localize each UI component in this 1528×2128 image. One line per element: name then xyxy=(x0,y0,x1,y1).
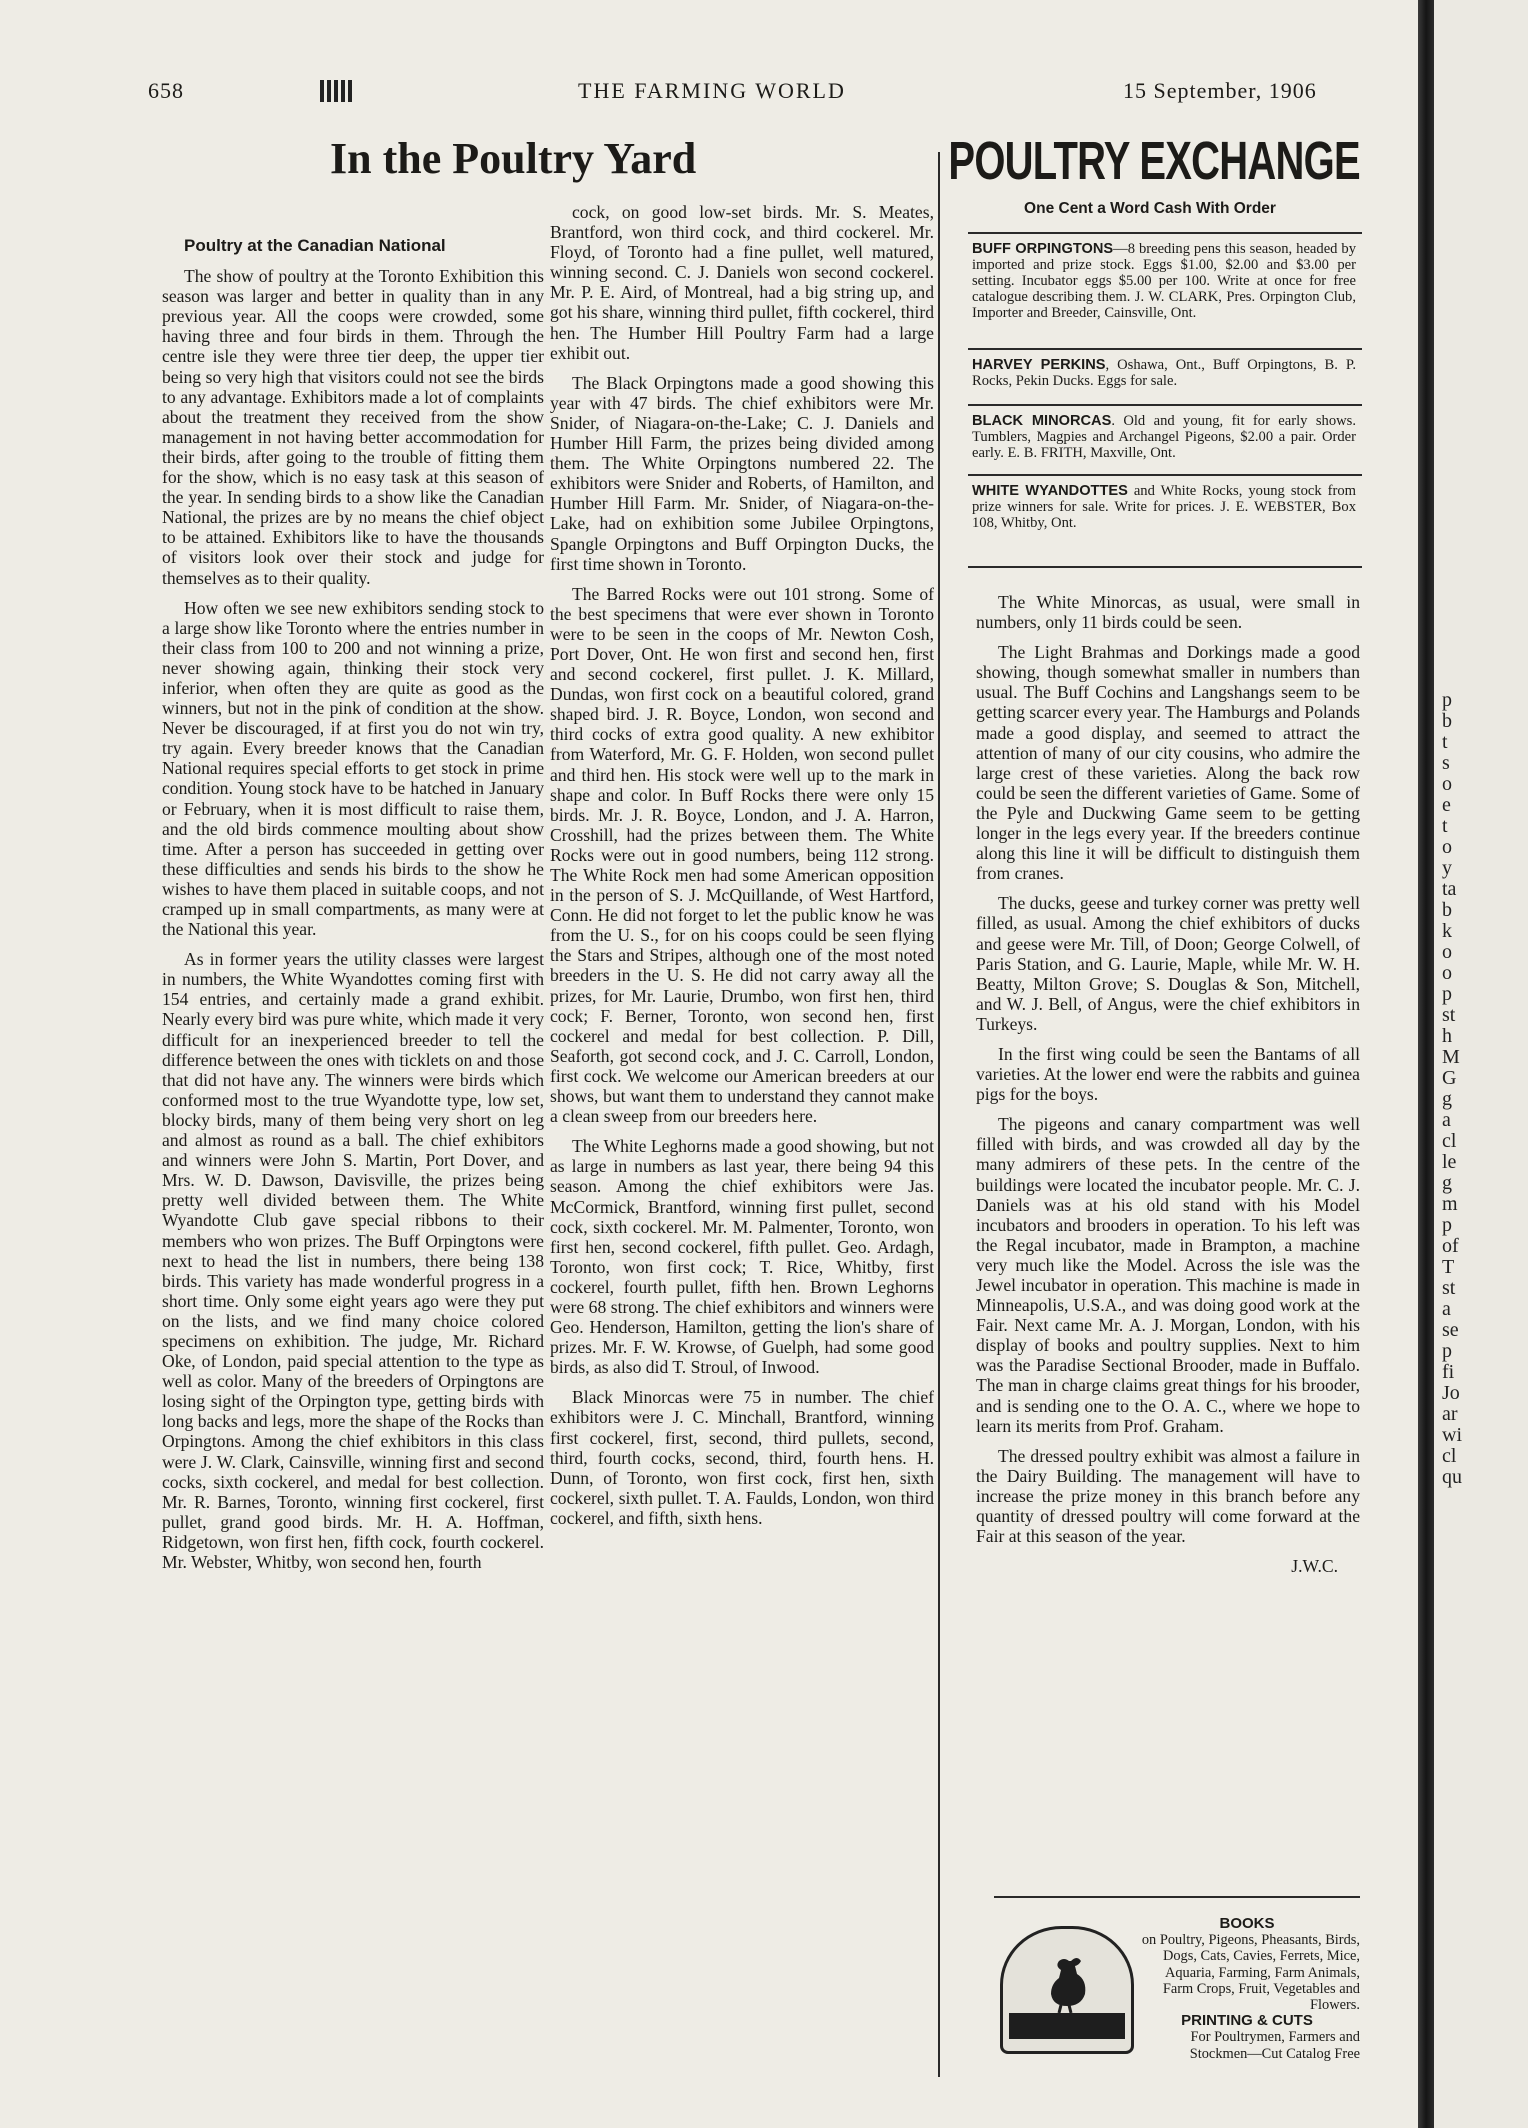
paragraph: In the first wing could be seen the Bantams of all varieties. At the lower end were the rabbits and guinea pigs for the boys. xyxy=(976,1043,1360,1105)
issue-date: 15 September, 1906 xyxy=(1123,78,1317,103)
next-page-fragment: m xyxy=(1442,1193,1458,1215)
next-page-fragment: p xyxy=(1442,983,1452,1005)
next-page-fragment: a xyxy=(1442,1298,1451,1320)
paragraph: The White Leghorns made a good showing, but not as large in numbers as last year, there being 94 this season. Among the chief exhibitors were Jas. McCormick, Brantford, winning first pullet, second cock, sixth cockerel. Mr. M. Palmenter, Toronto, won first hen, second cockerel, fifth pullet. Geo. Ardagh, Toronto, won first cock; T. Rice, Whitby, first cockerel, fourth pullet, fifth hen. Brown Leghorns were 68 strong. The chief exhibitors and winners were Geo. Henderson, Hamilton, getting the lion's share of prizes. Mr. F. W. Krowse, of Guelph, had some good birds, as also did T. Stroul, of Inwood. xyxy=(550,1136,934,1378)
column-rule xyxy=(938,152,940,2077)
page-number: 658 xyxy=(148,78,184,103)
next-page-fragment: k xyxy=(1442,920,1452,942)
paragraph: The Light Brahmas and Dorkings made a good showing, though somewhat smaller in numbers than usual. The Buff Cochins and Langshangs seem to be getting scarcer every year. The Hamburgs and Polands made a good display, and seemed to attract the attention of many of our city cousins, who admire the large crest of these varieties. Along the back row could be seen the different varieties of Game. Some of the Pyle and Duckwing Game seem to be getting longer in the legs every year. If the breeders continue along this line it will be difficult to distinguish them from cranes. xyxy=(976,642,1360,884)
ad-divider xyxy=(968,348,1362,350)
ad-divider xyxy=(968,474,1362,476)
next-page-fragment: t xyxy=(1442,731,1448,753)
next-page-fragment: t xyxy=(1442,815,1448,837)
paragraph: As in former years the utility classes were largest in numbers, the White Wyandottes coming first with 154 entries, and certainly made a grand exhibit. Nearly every bird was pure white, which made it very difficult for an inexperienced breeder to tell the difference between the ones with ticklets on and those that did not have any. The winners were birds which conformed most to the true Wyandotte type, low set, blocky birds, many of them being very short on leg and almost as round as a ball. The chief exhibitors and winners were John S. Martin, Port Dover, and Mrs. W. D. Dawson, Davisville, the prizes being pretty well divided between them. The White Wyandotte Club gave special ribbons to their members who won prizes. The Buff Orpingtons were next to head the list in numbers, there being 138 birds. This variety has made wonderful progress in a short time. Only some eight years ago were they put on the lists, and we find many choice colored specimens on exhibition. The judge, Mr. Richard Oke, of London, paid special attention to the type as well as color. Many of the breeders of Orpingtons are losing sight of the Orpington type, getting birds with long backs and legs, more the shape of the Rocks than Orpingtons. Among the chief exhibitors in this class were J. W. Clark, Cainsville, winning first and second cocks, sixth cockerel, and medal for best collection. Mr. R. Barnes, Toronto, winning first cockerel, first pullet, grand good birds. Mr. H. A. Hoffman, Ridgetown, won first hen, fifth cock, fourth cockerel. Mr. Webster, Whitby, won second hen, fourth xyxy=(162,949,544,1572)
next-page-fragment: p xyxy=(1442,1340,1452,1362)
next-page-fragment: s xyxy=(1442,752,1450,774)
section-title: In the Poultry Yard xyxy=(330,134,697,183)
books-body: on Poultry, Pigeons, Pheasants, Birds, Dogs, Cats, Cavies, Ferrets, Mice, Aquaria, Farming, Farm Animals, Farm Crops, Fruit, Vegetables and Flowers. xyxy=(1141,1932,1360,2014)
next-page-fragment: fi xyxy=(1442,1361,1455,1383)
poultry-exchange-title: POULTRY EXCHANGE xyxy=(948,131,1360,191)
next-page-fragment: b xyxy=(1442,710,1452,732)
logo-banner xyxy=(1009,2013,1125,2039)
next-page-fragment: G xyxy=(1442,1067,1457,1089)
article-column-3 xyxy=(976,592,1360,1576)
books-heading: BOOKS xyxy=(1219,1915,1275,1932)
paragraph: The Barred Rocks were out 101 strong. Some of the best specimens that were ever shown in Toronto were to be seen in the coops of Mr. Newton Cosh, Port Dover, Ont. He won first and second hen, first and second cockerel, first pullet. J. K. Millard, Dundas, won first cock on a beautiful colored, grand shaped bird. J. R. Boyce, London, won second and third cocks of extra good quality. A new exhibitor from Waterford, Mr. G. F. Holden, won second pullet and third hen. His stock were well up to the mark in shape and color. In Buff Rocks there were only 15 birds. Mr. J. R. Boyce, London, and J. A. Harron, Crosshill, had the prizes between them. The White Rocks were out in good numbers, being 112 strong. The White Rock men had some American opposition in the person of S. J. McQuillande, of West Hartford, Conn. He did not forget to let the public know he was from the U. S., for on his coops could be seen flying the Stars and Stripes, although one of the most noted breeders in the U. S. He did not carry away all the prizes, for Mr. Laurie, Drumbo, won first hen, third cock; F. Berner, Toronto, won second hen, first cockerel and medal for best collection. P. Dill, Seaforth, got second cock, and J. C. Carroll, London, first cock. We welcome our American breeders at our shows, but want them to understand they cannot make a clean sweep from our breeders here. xyxy=(550,583,934,1127)
paragraph: The dressed poultry exhibit was almost a failure in the Dairy Building. The management will have to increase the prize money in this branch before any quantity of dressed poultry will come forward at the Fair at this season of the year. xyxy=(976,1445,1360,1547)
ad-text: and White Rocks, young stock from prize winners for sale. Write for prices. J. E. WEBSTER, Box 108, Whitby, Ont. xyxy=(972,483,1356,531)
classified-ad xyxy=(972,357,1356,389)
next-page-fragment: st xyxy=(1442,1004,1456,1026)
next-page-fragment: g xyxy=(1442,1088,1452,1110)
next-page-fragment: cl xyxy=(1442,1130,1457,1152)
article-column-2 xyxy=(550,202,934,1528)
adjacent-page-edge xyxy=(1434,0,1528,2128)
ad-lead: BLACK MINORCAS xyxy=(972,413,1112,429)
ad-divider xyxy=(968,232,1362,234)
incubators-seal-logo xyxy=(1000,1926,1134,2054)
next-page-fragment: p xyxy=(1442,689,1452,711)
poultry-exchange-subtitle: One Cent a Word Cash With Order xyxy=(1024,200,1276,217)
paragraph: cock, on good low-set birds. Mr. S. Meates, Brantford, won third cock, and third cockerel. Mr. Floyd, of Toronto had a fine pullet, well matured, winning second. C. J. Daniels won second cockerel. Mr. P. E. Aird, of Montreal, had a big string up, and got his share, winning third pullet, fifth cockerel, third hen. The Humber Hill Poultry Farm had a large exhibit out. xyxy=(550,202,934,363)
paragraph: The Black Orpingtons made a good showing this year with 47 birds. The chief exhibitors were Mr. Snider, of Niagara-on-the-Lake; C. J. Daniels and Humber Hill Farm, the prizes being divided among them. The White Orpingtons numbered 22. The exhibitors were Snider and Roberts, of Hamilton, and Humber Hill Farm. Mr. Snider, of Niagara-on-the-Lake, had on exhibition some Jubilee Orpingtons, Spangle Orpingtons and Buff Orpington Ducks, the first time shown in Toronto. xyxy=(550,372,934,574)
publication-title: THE FARMING WORLD xyxy=(578,78,846,103)
printing-heading: PRINTING & CUTS xyxy=(1181,2012,1313,2030)
next-page-fragment: o xyxy=(1442,941,1452,963)
paragraph: The show of poultry at the Toronto Exhibition this season was larger and better in quality than in any previous year. All the coops were crowded, some having three and four birds in them. Through the centre isle they were three tier deep, the upper tier being so very high that visitors could not see the birds to any advantage. Exhibitors made a lot of complaints about the treatment they received from the show management in not having better accommodation for their birds, after going to the trouble of fitting them for the show, which is no easy task at this season of the year. In sending birds to a show like the Canadian National, the prizes are by no means the chief object to be attained. Exhibitors like to have the thousands of visitors look over their stock and judge for themselves as to their quality. xyxy=(162,266,544,588)
author-signature: J.W.C. xyxy=(1291,1556,1338,1577)
next-page-fragment: y xyxy=(1442,857,1452,879)
next-page-fragment: st xyxy=(1442,1277,1456,1299)
next-page-fragment: wi xyxy=(1442,1424,1462,1446)
ad-lead: HARVEY PERKINS xyxy=(972,357,1106,373)
paragraph: The pigeons and canary compartment was well filled with birds, and was crowded all day by the many admirers of these pets. In the centre of the buildings were located the incubator people. Mr. C. J. Daniels was at his old stand with his Model incubators and brooders in operation. To his left was the Regal incubator, made in Brampton, a machine very much like the Model. Across the isle was the Jewel incubator in operation. This machine is made in Minneapolis, U.S.A., and was doing good work at the Fair. Next came Mr. A. J. Morgan, London, with his display of books and poultry supplies. Next to him was the Paradise Sectional Brooder, made in Buffalo. The man in charge claims great things for his brooder, and is sending one to the O. A. C., where we hope to learn its merits from Prof. Graham. xyxy=(976,1114,1360,1436)
books-ad-text xyxy=(1134,1916,1360,2062)
classified-ad xyxy=(972,483,1356,531)
next-page-fragment: le xyxy=(1442,1151,1457,1173)
ad-text: —8 breeding pens this season, headed by imported and prize stock. Eggs $1.00, $2.00 and $3.00 per setting. Incubator eggs $5.00 per 100. Write at once for free catalogue describing them. J. W. CLARK, Pres. Orpington Club, Importer and Breeder, Cainsville, Ont. xyxy=(972,241,1356,321)
next-page-fragment: ar xyxy=(1442,1403,1458,1425)
next-page-fragment: p xyxy=(1442,1214,1452,1236)
next-page-fragment: Jo xyxy=(1442,1382,1460,1404)
next-page-fragment: of xyxy=(1442,1235,1459,1257)
ad-text: . Old and young, fit for early shows. Tumblers, Magpies and Archangel Pigeons, $2.00 a pair. Order early. E. B. FRITH, Maxville, Ont. xyxy=(972,413,1356,461)
ad-text: , Oshawa, Ont., Buff Orpingtons, B. P. Rocks, Pekin Ducks. Eggs for sale. xyxy=(972,357,1356,389)
books-advertisement xyxy=(1000,1915,1360,2062)
ad-divider xyxy=(968,566,1362,568)
next-page-fragment: a xyxy=(1442,1109,1451,1131)
next-page-fragment: o xyxy=(1442,962,1452,984)
ad-divider xyxy=(994,1896,1360,1898)
article-subhead: Poultry at the Canadian National xyxy=(184,236,446,255)
next-page-fragment: o xyxy=(1442,773,1452,795)
next-page-fragment: b xyxy=(1442,899,1452,921)
classified-ad xyxy=(972,241,1356,321)
paragraph: The ducks, geese and turkey corner was pretty well filled, as usual. Among the chief exhibitors of ducks and geese were Mr. Till, of Doon; George Colwell, of Paris Station, and G. Laurie, Maple, while Mr. W. H. Beatty, Milton Grove; S. Douglas & Son, Mitchell, and W. J. Bell, of Angus, were the chief exhibitors in Turkeys. xyxy=(976,893,1360,1034)
article-column-1 xyxy=(162,236,544,1572)
rooster-icon xyxy=(1041,1955,1091,2015)
next-page-fragment: h xyxy=(1442,1025,1452,1047)
ad-divider xyxy=(968,404,1362,406)
next-page-fragment: ta xyxy=(1442,878,1457,900)
paragraph: The White Minorcas, as usual, were small in numbers, only 11 birds could be seen. xyxy=(976,592,1360,633)
next-page-fragment: cl xyxy=(1442,1445,1457,1467)
printer-mark xyxy=(320,80,354,102)
next-page-fragment: T xyxy=(1442,1256,1455,1278)
paragraph: Black Minorcas were 75 in number. The chief exhibitors were J. C. Minchall, Brantford, winning first cockerel, first, second, third pullets, second, third, fourth cocks, second, third, fourth hens. H. Dunn, of Toronto, won first cock, first hen, sixth cockerel, sixth pullet. T. A. Faulds, London, won third cockerel, and fifth, sixth hens. xyxy=(550,1387,934,1528)
ad-lead: BUFF ORPINGTONS xyxy=(972,241,1114,257)
paragraph: How often we see new exhibitors sending stock to a large show like Toronto where the entries number in their class from 100 to 200 and not winning a prize, never showing again, thinking their stock very inferior, when often they are quite as good as the winners, but not in the pink of condition at the show. Never be discouraged, if at first you do not win try, try again. Every breeder knows that the Canadian National requires special efforts to get stock in prime condition. Young stock have to be hatched in January or February, when it is most difficult to raise them, and the old birds commence moulting about show time. After a person has succeeded in getting over these difficulties and sends his birds to the show he wishes to have them placed in suitable coops, and not cramped up in small compartments, as many were at the National this year. xyxy=(162,597,544,940)
classified-ad xyxy=(972,413,1356,461)
next-page-fragment: o xyxy=(1442,836,1452,858)
next-page-fragment: se xyxy=(1442,1319,1459,1341)
ad-lead: WHITE WYANDOTTES xyxy=(972,483,1128,499)
printing-body: For Poultrymen, Farmers and Stockmen—Cut Catalog Free xyxy=(1189,2029,1360,2062)
next-page-fragment: e xyxy=(1442,794,1451,816)
next-page-fragment: g xyxy=(1442,1172,1452,1194)
next-page-fragment: qu xyxy=(1442,1466,1462,1488)
book-gutter xyxy=(1418,0,1434,2128)
next-page-fragment: M xyxy=(1442,1046,1460,1068)
